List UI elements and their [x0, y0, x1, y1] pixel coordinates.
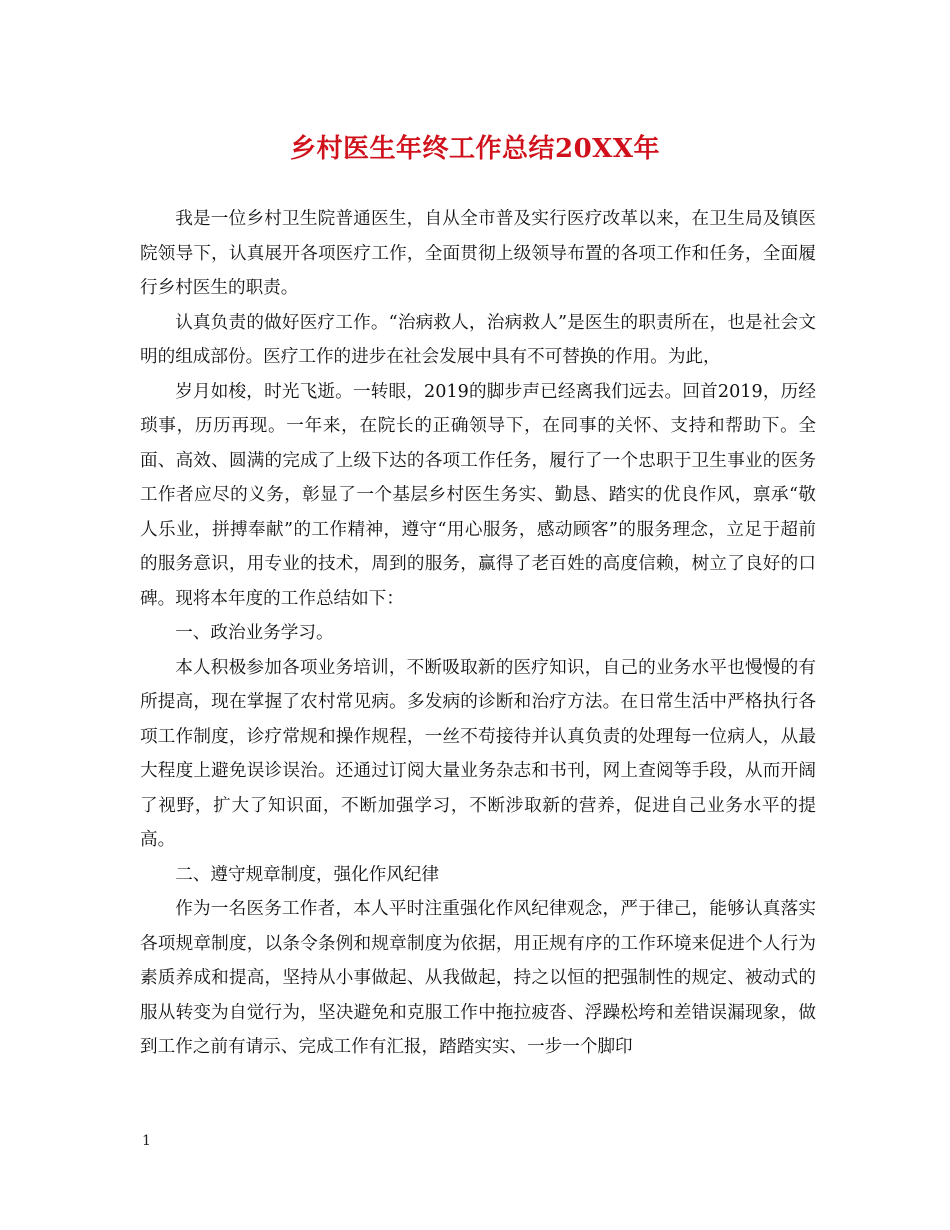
paragraph-training: 本人积极参加各项业务培训，不断吸取新的医疗知识，自己的业务水平也慢慢的有所提高，现在掌握了农村常见病。多发病的诊断和治疗方法。在日常生活中严格执行各项工作制度，诊疗常规和操作规程，一丝不苟接待并认真负责的处理每一位病人，从最大程度上避免误诊误治。还通过订阅大量业务杂志和书刊，网上查阅等手段，从而开阔了视野，扩大了知识面，不断加强学习，不断涉取新的营养，促进自己业务水平的提高。 — [140, 657, 816, 850]
page-number: 1 — [142, 1133, 151, 1149]
paragraph-year-review: 岁月如梭，时光飞逝。一转眼，2019的脚步声已经离我们远去。回首2019，历经琐事，历历再现。一年来，在院长的正确领导下，在同事的关怀、支持和帮助下。全面、高效、圆满的完成了上级下达的各项工作任务，履行了一个忠职于卫生事业的医务工作者应尽的义务，彰显了一个基层乡村医生务实、勤恳、踏实的优良作风，禀承“敬人乐业，拼搏奉献”的工作精神，遵守“用心服务，感动顾客”的服务理念，立足于超前的服务意识，用专业的技术，周到的服务，赢得了老百姓的高度信赖，树立了良好的口碑。现将本年度的工作总结如下： — [140, 381, 816, 609]
paragraph-discipline: 作为一名医务工作者，本人平时注重强化作风纪律观念，严于律己，能够认真落实各项规章制度，以条令条例和规章制度为依据，用正规有序的工作环境来促进个人行为素质养成和提高，坚持从小事做起、从我做起，持之以恒的把强制性的规定、被动式的服从转变为自觉行为，坚决避免和克服工作中拖拉疲沓、浮躁松垮和差错误漏现象，做到工作之前有请示、完成工作有汇报，踏踏实实、一步一个脚印 — [140, 899, 816, 1057]
section-heading-political-study: 一、政治业务学习。 — [175, 623, 334, 643]
paragraph-medical-work: 认真负责的做好医疗工作。“治病救人，治病救人”是医生的职责所在，也是社会文明的组成部份。医疗工作的进步在社会发展中具有不可替换的作用。为此， — [140, 312, 816, 367]
document-title: 乡村医生年终工作总结20XX年 — [289, 134, 661, 164]
section-heading-regulations: 二、遵守规章制度，强化作风纪律 — [175, 864, 440, 885]
document-body — [140, 202, 816, 1065]
paragraph-intro: 我是一位乡村卫生院普通医生，自从全市普及实行医疗改革以来，在卫生局及镇医院领导下，认真展开各项医疗工作，全面贯彻上级领导布置的各项工作和任务，全面履行乡村医生的职责。 — [140, 209, 816, 298]
